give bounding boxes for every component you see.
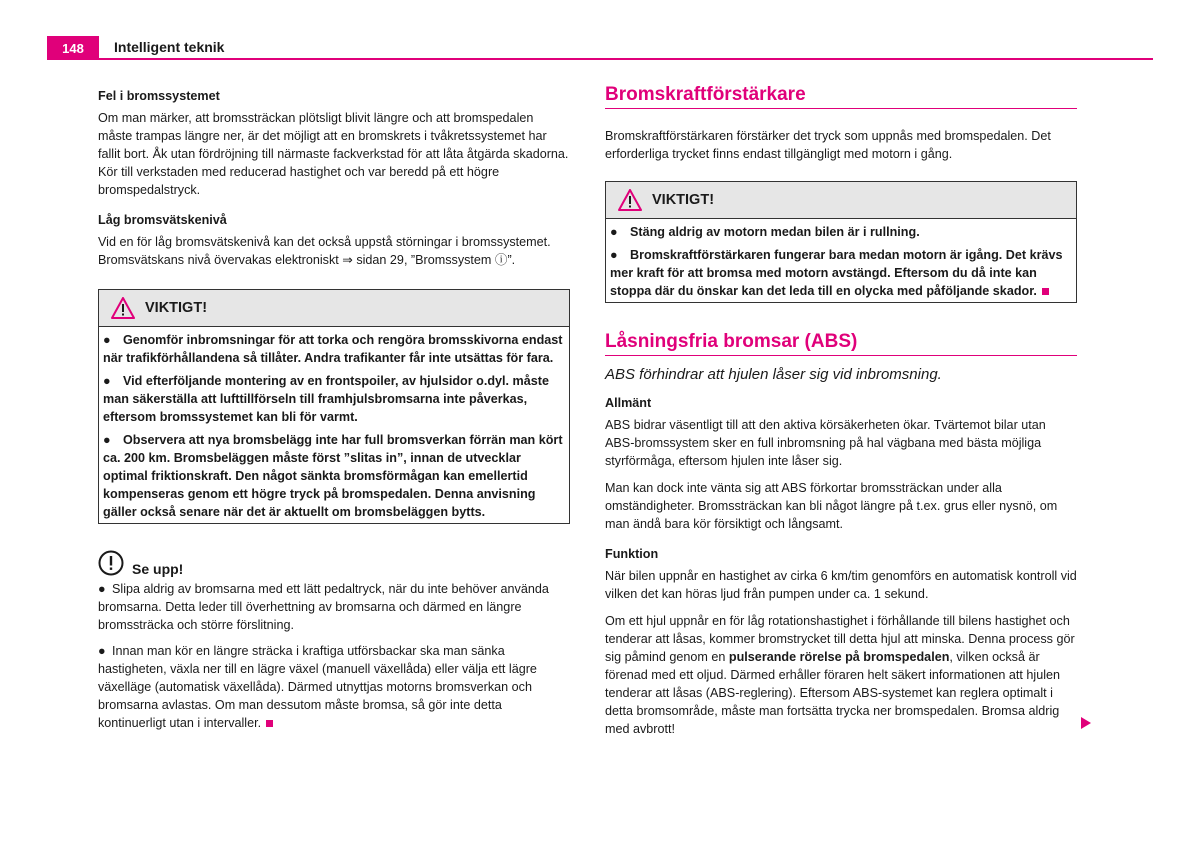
function-text-2: Om ett hjul uppnår en för låg rotationshastighet i förhållande till bilens hastighet och tenderar att låsas, kommer bromstrycket till detta hjul att minska. Denna process gör sig påmind genom en pulserande rörelse på bromspedalen, vilken också är förenad med ett oljud. Därmed erhåller föraren helt säkert informationen att hjulen tenderar att låsas (ABS-reglering). Eftersom ABS-systemet kan reglera optimalt i detta bromsområde, måste man fortsätta trycka ner bromspedalen. Bromsa aldrig med avbrott! (605, 614, 1075, 736)
warning-triangle-icon (111, 297, 135, 319)
caution-label: Se upp! (132, 561, 184, 577)
exclamation-circle-icon (98, 550, 124, 576)
brake-fault-text: Om man märker, att bromssträckan plötsligt blivit längre och att bromspedalen måste trampas längre ner, är det möjligt att en bromskrets i tvåkretssystemet har fallit bort. Åk utan fördröjning till närmaste fackverkstad för att låta åtgärda skadorna. Kör till verkstaden med reducerad hastighet och var beredd på ett högre bromspedalstryck. (98, 111, 569, 197)
warning-item: ● Bromskraftförstärkaren fungerar bara medan motorn är igång. Det krävs mer kraft för att bromsa med motorn avstängd. Eftersom du då inte kan stoppa där du önskar kan det leda till en olycka med påföljande skador. (610, 248, 1063, 298)
chapter-title: Intelligent teknik (114, 39, 225, 55)
low-fluid-text: Vid en för låg bromsvätskenivå kan det också uppstå störningar i bromssystemet. Bromsvätskans nivå övervakas elektroniskt ⇒ sidan 29, ”Bromssystem ⓘ”. (98, 235, 551, 267)
next-page-arrow-icon (1080, 716, 1092, 730)
warning-body (99, 327, 569, 523)
warning-box-left (98, 289, 570, 524)
booster-title: Bromskraftförstärkare (605, 86, 1077, 109)
abs-title: Låsningsfria bromsar (ABS) (605, 333, 1077, 356)
brake-fault-heading: Fel i bromssystemet (98, 89, 220, 103)
warning-header (606, 182, 1076, 219)
abs-intro: ABS förhindrar att hjulen låser sig vid inbromsning. (605, 366, 942, 383)
general-heading: Allmänt (605, 396, 652, 410)
end-square-icon (266, 720, 273, 727)
warning-box-right (605, 181, 1077, 303)
caution-item: ● Slipa aldrig av bromsarna med ett lätt pedaltryck, när du inte behöver använda bromsarna. Detta leder till överhettning av bromsarna och därmed en längre bromssträcka och större förslitning. (98, 582, 549, 632)
warning-label: VIKTIGT! (145, 300, 208, 316)
low-fluid-heading: Låg bromsvätskenivå (98, 213, 227, 227)
booster-text: Bromskraftförstärkaren förstärker det tryck som uppnås med bromspedalen. Det erforderliga trycket finns endast tillgängligt med motorn i gång. (605, 129, 1051, 161)
left-column (98, 87, 570, 740)
function-heading: Funktion (605, 547, 659, 561)
general-text-2: Man kan dock inte vänta sig att ABS förkortar bromssträckan under alla omständigheter. Bromssträckan kan bli något längre på t.ex. grus eller nysnö, om man ändå bara kör försiktigt och långsamt. (605, 481, 1058, 531)
warning-item: ● Genomför inbromsningar för att torka och rengöra bromsskivorna endast när trafikförhållandena så tillåter. Andra trafikanter får inte utsättas för fara. (103, 333, 563, 365)
right-column (605, 86, 1077, 747)
emphasis-text: pulserande rörelse på bromspedalen (728, 650, 950, 664)
page-number: 148 (47, 36, 99, 60)
warning-header (99, 290, 569, 327)
warning-triangle-icon (618, 189, 642, 211)
general-text-1: ABS bidrar väsentligt till att den aktiva körsäkerheten ökar. Tvärtemot bilar utan ABS-bromssystem sker en full inbromsning på hal vägbana med bästa möjliga styrförmåga, eftersom hjulen inte låser sig. (605, 418, 1046, 468)
end-square-icon (1042, 288, 1049, 295)
function-text-1: När bilen uppnår en hastighet av cirka 6 km/tim genomförs en automatisk kontroll vid vilken det kan höras ljud från pumpen under ca. 1 sekund. (605, 569, 1077, 601)
caution-item: ● Innan man kör en längre sträcka i kraftiga utförsbackar ska man sänka hastigheten, växla ner till en lägre växel (manuell växellåda) eller välja ett lägre växelläge (automatisk växellåda). Därmed utnyttjas motorns bromsverkan och bromsarna avlastas. Om man dessutom måste bromsa, så gör inte detta kontinuerligt utan i intervaller. (98, 644, 537, 730)
header-rule (47, 58, 1153, 60)
warning-label: VIKTIGT! (652, 192, 715, 208)
warning-item: ● Vid efterföljande montering av en frontspoiler, av hjulsidor o.dyl. måste man säkerställa att lufttillförseln till framhjulsbromsarna inte påverkas, eftersom bromssystemet kan bli för varmt. (103, 374, 549, 424)
warning-body (606, 219, 1076, 302)
warning-item: ● Observera att nya bromsbelägg inte har full bromsverkan förrän man kört ca. 200 km. Bromsbeläggen måste först ”slitas in”, innan de utvecklar optimal friktionskraft. Den något sänkta bromsförmågan kan emellertid kompenseras genom ett högre tryck på bromspedalen. Denna anvisning gäller också senare när det är aktuellt om bromsbeläggen bytts. (103, 433, 563, 519)
warning-item: ● Stäng aldrig av motorn medan bilen är i rullning. (610, 225, 920, 239)
caution-header (98, 548, 570, 578)
